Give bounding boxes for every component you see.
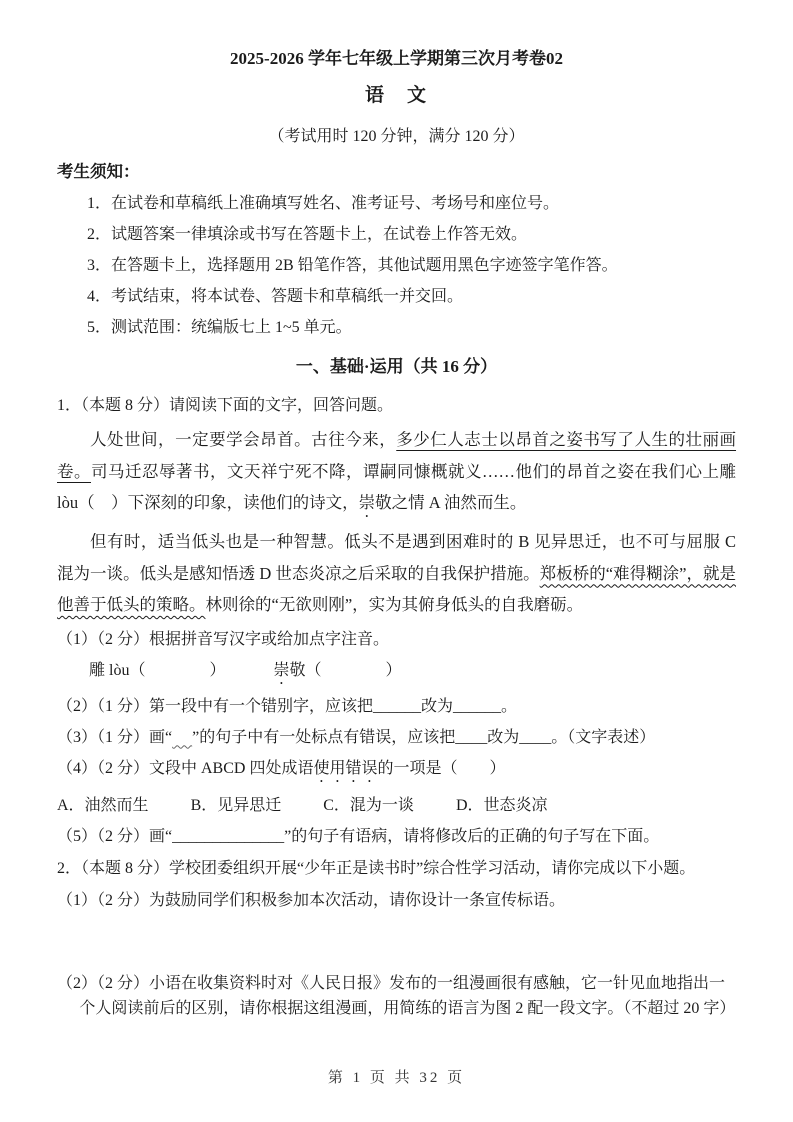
sub3-wavy-blank xyxy=(172,729,192,746)
question-1-sub-4-options xyxy=(57,793,736,818)
notice-title: 考生须知： xyxy=(57,162,140,181)
question-1-sub-5: （5）（2 分）画“______________”的句子有语病，请将修改后的正确的句子写在下面。 xyxy=(57,827,660,845)
option-b: B．见异思迁 xyxy=(190,796,282,814)
section-1-heading: 一、基础·运用（共 16 分） xyxy=(295,357,498,376)
question-2-sub-2: （2）（2 分）小语在收集资料时对《人民日报》发布的一组漫画很有感触，它一针见血地指出一个人阅读前后的区别，请你根据这组漫画，用简练的语言为图 2 配一段文字。（不超过 20 字） xyxy=(57,974,736,1017)
notice-item-4: 4．考试结束，将本试卷、答题卡和草稿纸一并交回。 xyxy=(87,288,464,305)
answer-writing-space xyxy=(57,913,736,965)
notice-item-2: 2．试题答案一律填涂或书写在答题卡上，在试卷上作答无效。 xyxy=(87,226,528,243)
page-title: 2025-2026 学年七年级上学期第三次月考卷02 xyxy=(230,49,563,68)
pinyin-blank-2: 敬（ ） xyxy=(289,661,402,679)
option-d: D．世态炎凉 xyxy=(455,796,548,814)
subject-title: 语 文 xyxy=(364,85,428,106)
question-2-stem: 2．（本题 8 分）学校团委组织开展“少年正是读书时”综合性学习活动，请你完成以下小题。 xyxy=(57,859,696,877)
passage1-text: 人处世间，一定要学会昂首。古往今来， xyxy=(90,430,397,449)
option-a: A．油然而生 xyxy=(57,796,149,814)
passage2-text: 但有时，适当低头也是一种智慧。低头不是遇到困难时的 B 见异思迁，也不可与屈服 C 混为一谈。低头是感知悟透 D 世态炎凉之后采取的自我保护措施。 xyxy=(57,532,736,583)
pinyin-blank-1: 雕 lòu（ ） xyxy=(89,661,226,679)
option-c: C．混为一谈 xyxy=(323,796,414,814)
exam-info: （考试用时 120 分钟，满分 120 分） xyxy=(268,128,525,145)
question-1-sub-4 xyxy=(57,756,736,786)
question-2-sub-1: （1）（2 分）为鼓励同学们积极参加本次活动，请你设计一条宣传标语。 xyxy=(57,891,566,909)
question-1-stem: 1．（本题 8 分）请阅读下面的文字，回答问题。 xyxy=(57,397,394,414)
question-1 xyxy=(57,393,736,849)
notice-item-3: 3．在答题卡上，选择题用 2B 铅笔作答，其他试题用黑色字迹签字笔作答。 xyxy=(87,257,618,274)
question-1-sub-2: （2）（1 分）第一段中有一个错别字，应该把______改为______。 xyxy=(57,697,518,715)
sub4-emphasized-phrase: 使用错误 xyxy=(313,759,378,777)
pinyin-emphasized-char: 崇 xyxy=(273,661,290,679)
reading-passage-paragraph-1 xyxy=(57,424,736,521)
question-2 xyxy=(57,856,736,1021)
passage2-wavy-underlined-sentence: 郑板桥的“难得糊涂”，就是他善于低头的策略。 xyxy=(57,563,736,614)
passage1-emphasized-char: 崇 xyxy=(358,493,376,512)
passage1-text-end: 敬之情 A 油然而生。 xyxy=(375,493,527,512)
page-header xyxy=(57,46,736,150)
question-1-sub-3 xyxy=(57,725,736,750)
passage1-underlined-sentence: 多少仁人志士以昂首之姿书写了人生的壮丽画卷。 xyxy=(57,430,737,481)
passage1-text-mid: 司马迁忍辱著书，文天祥宁死不降，谭嗣同慷概就义……他们的昂首之姿在我们心上雕 lòu（ ）下深刻的印象，读他们的诗文， xyxy=(57,461,736,512)
reading-passage-paragraph-2 xyxy=(57,526,736,621)
question-1-sub-1: （1）（2 分）根据拼音写汉字或给加点字注音。 xyxy=(57,630,390,648)
sub3-text: （3）（1 分）画“ xyxy=(57,728,173,746)
passage2-text-end: 林则徐的“无欲则刚”，实为其俯身低头的自我磨砺。 xyxy=(205,595,584,614)
notice-item-1: 1．在试卷和草稿纸上准确填写姓名、准考证号、考场号和座位号。 xyxy=(87,195,560,212)
question-1-pinyin-line xyxy=(57,658,736,688)
notice-item-5: 5．测试范围：统编版七上 1~5 单元。 xyxy=(87,319,352,336)
sub4-text-end: 的一项是（ ） xyxy=(377,759,506,777)
sub3-text-end: ”的句子中有一处标点有错误，应该把____改为____。（文字表述） xyxy=(192,728,656,746)
sub4-text: （4）（2 分）文段中 ABCD 四处成语 xyxy=(57,759,314,777)
notice-section xyxy=(57,159,736,340)
page-number-footer: 第 1 页 共 32 页 xyxy=(327,1070,466,1086)
